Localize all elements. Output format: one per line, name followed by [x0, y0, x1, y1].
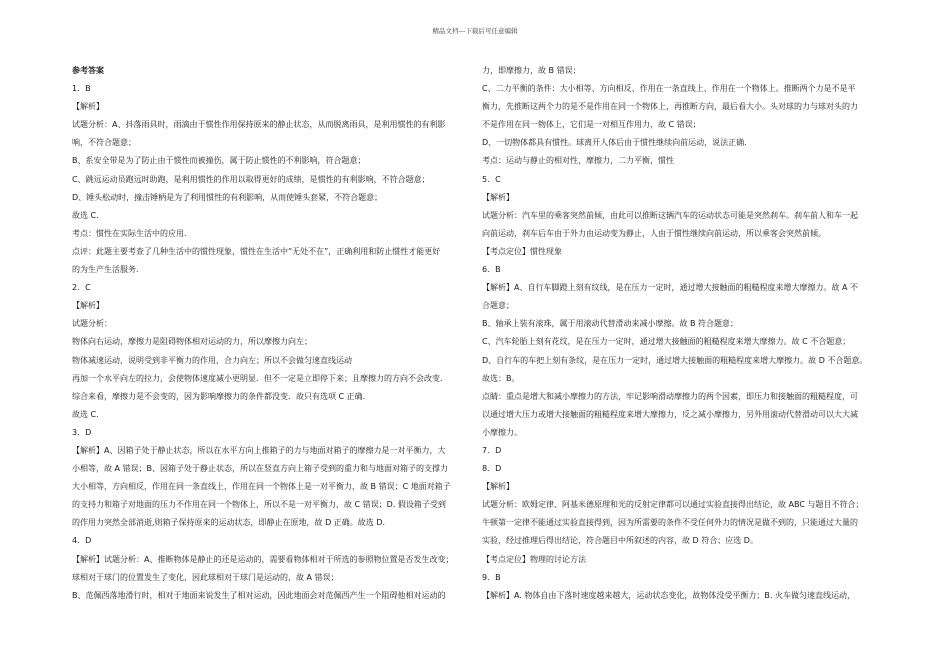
text-line: 球相对于球门的位置发生了变化，因此球相对于球门是运动的，故 A 错误；	[72, 572, 339, 582]
text-line: 试题分析：欧姆定律、阿基米德原理和光的反射定律都可以通过实验直接得出结论，故 ABC 与题目不符合；	[482, 500, 864, 510]
text-line: 物体向右运动，摩擦力是阻碍物体相对运动的力，所以摩擦力向左；	[72, 337, 312, 347]
text-line: 【解析】	[72, 301, 104, 311]
text-line: 【考点定位】惯性现象	[482, 246, 562, 256]
text-line: 试题分析：汽车里的乘客突然前倾，由此可以推断这辆汽车的运动状态可能是突然刹车。刹车前人和车一起	[482, 210, 858, 220]
text-line: 7．D	[482, 445, 502, 455]
text-line: 4．D	[72, 536, 92, 546]
page-header: 精品文档---下载后可任意编辑	[432, 27, 518, 35]
text-line: C、汽车轮胎上刻有花纹，是在压力一定时，通过增大接触面的粗糙程度来增大摩擦力。故 C 不合题意；	[482, 337, 851, 347]
text-line: 6．B	[482, 265, 501, 275]
text-line: 参考答案	[72, 66, 104, 75]
text-line: 合题意；	[482, 301, 514, 311]
text-line: 小相等，故 A 错误；B、因箱子处于静止状态，所以在竖直方向上箱子受到的重力和与地面对箱子的支撑力	[72, 464, 449, 474]
text-line: 3．D	[72, 427, 92, 437]
text-line: 故选 C.	[72, 210, 99, 220]
text-line: 【解析】试题分析：A、推断物体是静止的还是运动的，需要看物体相对于所选的参照物位置是否发生改变；	[72, 554, 454, 564]
text-line: 【解析】	[72, 102, 104, 112]
text-line: 5．C	[482, 174, 501, 184]
text-line: 【解析】A. 物体自由下落时速度越来越大，运动状态变化，故物体没受平衡力；B. 火车做匀速直线运动，	[482, 590, 855, 600]
text-line: 【解析】	[482, 192, 514, 202]
text-line: 考点：运动与静止的相对性，摩擦力，二力平衡，惯性	[482, 156, 674, 166]
text-line: 以通过增大压力或增大接触面的粗糙程度来增大摩擦力，反之减小摩擦力，另外用滚动代替滑动可以大大减	[482, 409, 858, 419]
text-line: 点评：此题主要考查了几种生活中的惯性现象，惯性在生活中“无处不在”，正确利用和防止惯性才能更好	[72, 246, 441, 256]
text-line: C、二力平衡的条件：大小相等、方向相反、作用在一条直线上、作用在一个物体上。推断两个力是不是平	[482, 84, 856, 94]
text-line: 大小相等，方向相反，作用在同一条直线上，作用在同一个物体上是一对平衡力，故 B 错误；C 地面对箱子	[72, 482, 451, 492]
text-line: 响，不符合题意；	[72, 138, 136, 148]
text-line: B、范佩西落地滑行时，相对于地面来说发生了相对运动，因此地面会对范佩西产生一个阻碍他相对运动的	[72, 590, 446, 600]
text-line: B、轴承上装有滚珠，属于用滚动代替滑动来减小摩擦。故 B 符合题意；	[482, 319, 739, 329]
text-line: 故选：B。	[482, 373, 520, 383]
text-line: 的作用力突然全部消逝,则箱子保持原来的运动状态，即静止在原地，故 D 正确。故选 D.	[72, 518, 386, 528]
text-line: B、系安全带是为了防止由于惯性而被撞伤，属于防止惯性的不利影响，符合题意；	[72, 156, 366, 166]
text-line: 故选 C.	[72, 409, 99, 419]
text-line: 力，即摩擦力，故 B 错误；	[482, 66, 581, 75]
text-line: 再加一个水平向左的拉力，会使物体速度减小更明显．但不一定是立即停下来；且摩擦力的方向不会改变．	[72, 373, 448, 383]
text-line: D、锤头松动时，撞击锤柄是为了利用惯性的有利影响，从而使锤头套紧，不符合题意；	[72, 192, 383, 202]
text-line: 向前运动，刹车后车由于外力由运动变为静止，人由于惯性继续向前运动，所以乘客会突然前倾。	[482, 228, 826, 238]
text-line: 9．B	[482, 572, 501, 582]
text-line: 点睛：重点是增大和减小摩擦力的方法，牢记影响滑动摩擦力的两个因素，即压力和接触面的粗糙程度，可	[482, 391, 858, 401]
text-line: D、自行车的车把上刻有条纹，是在压力一定时，通过增大接触面的粗糙程度来增大摩擦力。故 D 不合题意。	[482, 355, 868, 365]
text-line: C、跳远运动员跑远时助跑，是利用惯性的作用以取得更好的成绩，是惯性的有利影响，不符合题意；	[72, 174, 430, 184]
text-line: 衡力，先推断这两个力的是不是作用在同一个物体上，再推断方向，最后看大小。头对球的力与球对头的力	[482, 102, 858, 112]
text-line: D、一切物体都具有惯性。球离开人体后由于惯性继续向前运动，说法正确.	[482, 138, 747, 148]
text-line: 的为生产生活服务.	[72, 265, 139, 275]
text-line: 试题分析：	[72, 319, 112, 329]
text-line: 【解析】A、因箱子处于静止状态，所以在水平方向上推箱子的力与地面对箱子的摩擦力是一对平衡力，大	[72, 445, 446, 455]
text-line: 考点：惯性在实际生活中的应用.	[72, 228, 187, 238]
text-line: 实验，经过推理后得出结论，符合题目中所叙述的内容，故 D 符合；应选 D。	[482, 536, 758, 546]
text-line: 试题分析：A、抖落雨具时，雨滴由于惯性作用保持原来的静止状态，从而脱离雨具，是利用惯性的有利影	[72, 120, 446, 130]
text-line: 2．C	[72, 283, 91, 293]
text-line: 8．D	[482, 464, 502, 474]
text-line: 不是作用在同一物体上，它们是一对相互作用力，故 C 错误；	[482, 120, 701, 130]
left-column	[72, 62, 464, 605]
text-line: 物体减速运动，说明受到非平衡力的作用，合力向左；所以不会做匀速直线运动	[72, 355, 352, 365]
text-line: 1．B	[72, 84, 91, 94]
text-line: 的支持力和箱子对地面的压力不作用在同一个物体上，所以不是一对平衡力，故 C 错误；D. 假设箱子受到	[72, 500, 446, 510]
text-line: 综合来看，摩擦力是不会变的，因为影响摩擦力的条件都没变．故只有选项 C 正确.	[72, 391, 366, 401]
text-line: 【考点定位】物理的讨论方法	[482, 554, 586, 564]
text-line: 小摩擦力。	[482, 427, 522, 437]
right-column	[482, 62, 880, 605]
text-line: 牛顿第一定律不能通过实验直接得到，因为所需要的条件不受任何外力的情况是做不到的，只能通过大量的	[482, 518, 858, 528]
text-line: 【解析】	[482, 482, 514, 492]
text-line: 【解析】A、自行车脚蹬上刻有纹线，是在压力一定时，通过增大接触面的粗糙程度来增大摩擦力。故 A 不	[482, 283, 859, 293]
